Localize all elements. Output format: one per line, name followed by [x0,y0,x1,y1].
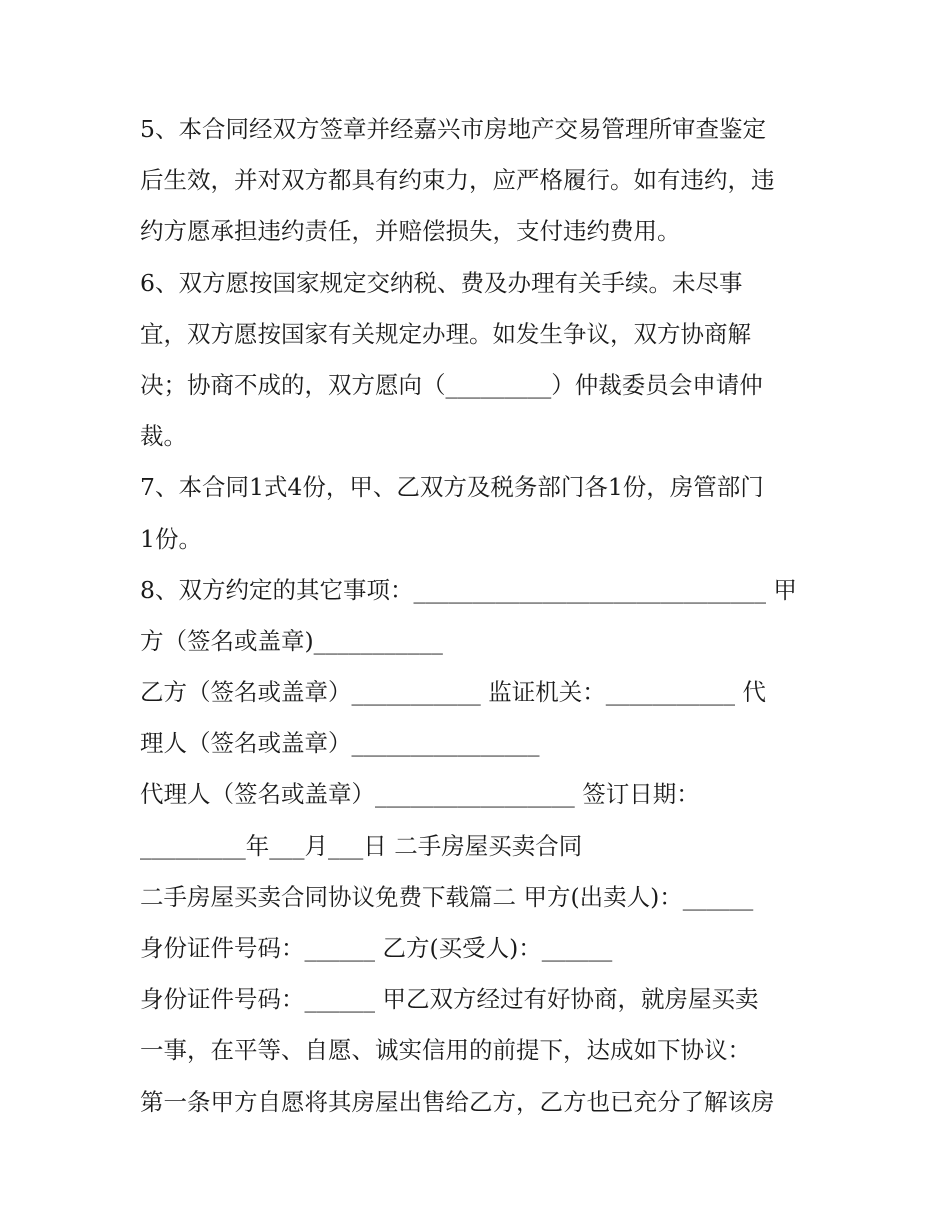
text-line: 5、本合同经双方签章并经嘉兴市房地产交易管理所审查鉴定 [140,115,766,143]
text-line: 裁。 [140,422,187,451]
text-line: 一事，在平等、自愿、诚实信用的前提下，达成如下协议： [140,1036,751,1065]
text-line: 7、本合同1式4份，甲、乙双方及税务部门各1份，房管部门 [140,473,764,502]
text-line: 代理人（签名或盖章）_________________ 签订日期： [140,780,700,809]
text-line: 8、双方约定的其它事项：______________________________ 甲 [140,575,797,604]
text-line: 决；协商不成的，双方愿向（_________）仲裁委员会申请仲 [140,370,763,399]
text-line: 理人（签名或盖章）________________ [140,729,540,758]
text-line: 方（签名或盖章)___________ [140,626,443,655]
text-line: 身份证件号码：______ 乙方(买受人)：______ [140,934,613,962]
text-line: 6、双方愿按国家规定交纳税、费及办理有关手续。未尽事 [140,268,743,297]
document-body [140,104,820,1128]
text-line: 1份。 [140,524,202,553]
text-line: 身份证件号码：______ 甲乙双方经过有好协商，就房屋买卖 [140,985,759,1014]
text-line: 乙方（签名或盖章）___________ 监证机关：___________ 代 [140,678,766,707]
text-line: 二手房屋买卖合同协议免费下载篇二 甲方(出卖人)：______ [140,882,754,911]
text-line: 宜，双方愿按国家有关规定办理。如发生争议，双方协商解 [140,319,751,348]
text-line: 第一条甲方自愿将其房屋出售给乙方，乙方也已充分了解该房 [140,1087,775,1116]
text-line: _________年___月___日 二手房屋买卖合同 [140,831,583,860]
text-line: 后生效，并对双方都具有约束力，应严格履行。如有违约，违 [140,166,775,195]
text-line: 约方愿承担违约责任，并赔偿损失，支付违约费用。 [140,217,681,246]
